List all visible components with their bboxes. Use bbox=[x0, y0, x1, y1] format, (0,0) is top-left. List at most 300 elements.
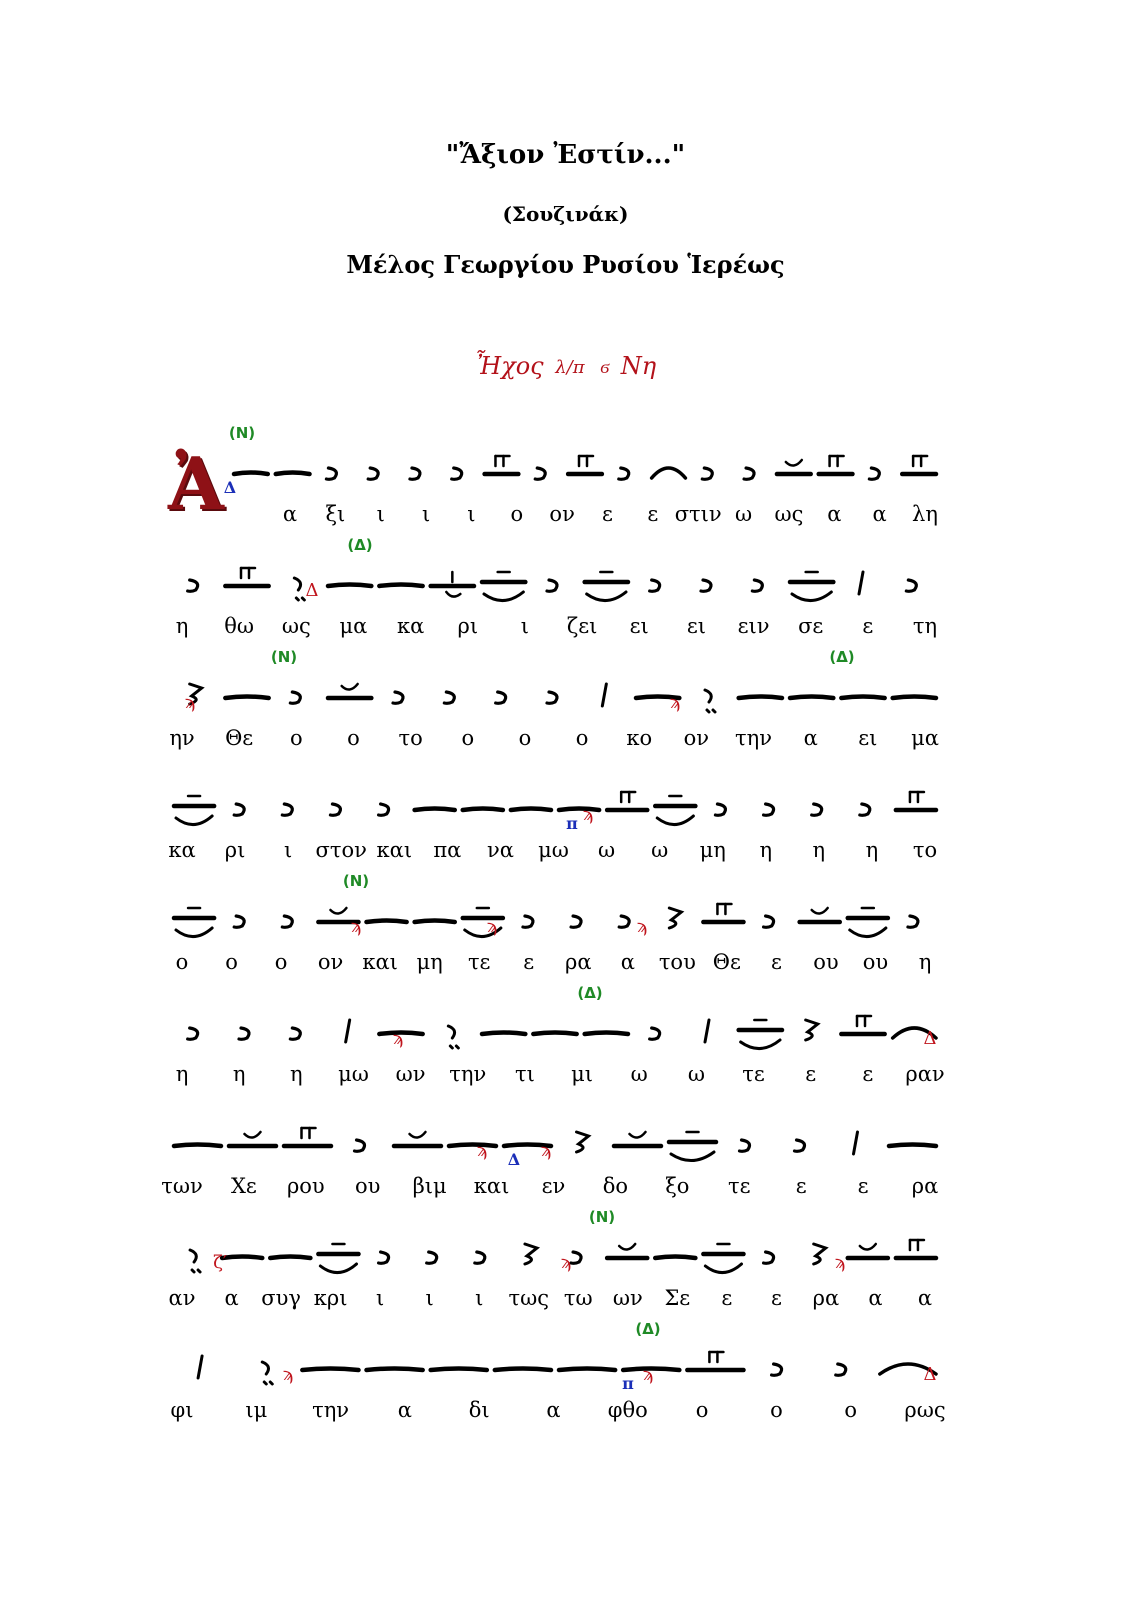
lyric-syllable: ε bbox=[523, 950, 535, 974]
neume-bar bbox=[198, 1356, 202, 1378]
modal-sign: π bbox=[566, 814, 578, 833]
lyric-syllable: ε bbox=[862, 614, 874, 638]
lyric-syllable: ων bbox=[395, 1062, 426, 1086]
neume-line bbox=[170, 552, 940, 622]
lyric-syllable: εν bbox=[541, 1174, 566, 1198]
neume-petaste bbox=[848, 1244, 888, 1258]
neume-apost bbox=[452, 468, 462, 479]
lyric-syllable: ο bbox=[225, 950, 238, 974]
mode-label: Ἦχος bbox=[474, 352, 544, 380]
illuminated-initial: Ἀ bbox=[168, 441, 224, 526]
lyric-syllable: ο bbox=[461, 726, 475, 750]
lyric-syllable: ο bbox=[274, 950, 288, 974]
lyric-syllable: κρι bbox=[313, 1286, 348, 1310]
lyric-syllable: συγ bbox=[261, 1286, 301, 1310]
lyric-syllable: ον bbox=[317, 950, 344, 974]
neume-petaste bbox=[229, 1132, 276, 1146]
lyric-line bbox=[170, 502, 940, 532]
lyric-syllable: ε bbox=[770, 1286, 782, 1310]
lyric-syllable: ρα bbox=[812, 1286, 840, 1310]
neume-combo bbox=[669, 1132, 716, 1161]
lyric-syllable: και bbox=[362, 950, 398, 974]
neume-apost bbox=[764, 804, 774, 815]
fthora-mark: (Δ) bbox=[829, 648, 855, 666]
neume-apost bbox=[619, 468, 629, 479]
lyric-syllable: δο bbox=[602, 1174, 629, 1198]
lyric-syllable: κο bbox=[626, 726, 653, 750]
lyric-syllable: ων bbox=[612, 1286, 643, 1310]
neume-oligon bbox=[284, 1128, 331, 1146]
lyric-syllable: α bbox=[282, 502, 298, 526]
lyric-syllable: την bbox=[449, 1062, 487, 1086]
lyric-syllable: μω bbox=[338, 1062, 369, 1086]
lyric-syllable: βιμ bbox=[412, 1174, 447, 1198]
neume-ison bbox=[431, 1369, 487, 1371]
neume-apost bbox=[239, 1028, 249, 1039]
modal-sign: ϡ bbox=[669, 692, 681, 713]
neume-apost bbox=[752, 580, 762, 591]
neume-ison bbox=[415, 809, 455, 811]
neume-bar bbox=[602, 684, 606, 706]
lyric-syllable: τως bbox=[508, 1286, 549, 1310]
lyric-syllable: ω bbox=[651, 838, 669, 862]
lyric-syllable: ο bbox=[347, 726, 360, 750]
lyric-syllable: ε bbox=[857, 1174, 869, 1198]
lyric-syllable: η bbox=[865, 838, 879, 862]
lyric-syllable: ω bbox=[630, 1062, 648, 1086]
lyric-syllable: ο bbox=[770, 1398, 783, 1422]
lyric-syllable: ου bbox=[355, 1174, 381, 1198]
lyric-line bbox=[170, 726, 940, 756]
lyric-syllable: ειν bbox=[737, 614, 770, 638]
neume-combo bbox=[585, 572, 628, 601]
neume-apost bbox=[702, 468, 712, 479]
lyric-syllable: ρου bbox=[286, 1174, 325, 1198]
neume-line bbox=[170, 440, 940, 510]
lyric-syllable: α bbox=[872, 502, 887, 526]
lyric-syllable: ο bbox=[844, 1398, 858, 1422]
neume-ison bbox=[463, 809, 503, 811]
neume-apost bbox=[619, 916, 629, 927]
modal-sign: ϡ bbox=[636, 916, 648, 937]
lyric-syllable: η bbox=[232, 1062, 246, 1086]
lyric-syllable: ει bbox=[686, 614, 706, 638]
neume-apost bbox=[290, 1028, 300, 1039]
lyric-syllable: ρα bbox=[565, 950, 592, 974]
neume-ison bbox=[739, 697, 782, 699]
lyric-syllable: ι bbox=[425, 1286, 434, 1310]
fthora-mark: (Ν) bbox=[270, 648, 298, 666]
neume-line bbox=[170, 1224, 940, 1294]
lyric-line bbox=[170, 1286, 940, 1316]
fthora-mark: (Ν) bbox=[342, 872, 370, 890]
lyric-line bbox=[170, 1062, 945, 1092]
neume-apost bbox=[906, 580, 916, 591]
neume-ison bbox=[893, 697, 936, 699]
neume-apost bbox=[282, 804, 292, 815]
lyric-syllable: ε bbox=[795, 1174, 807, 1198]
lyric-syllable: ο bbox=[510, 502, 524, 526]
neume-petaste bbox=[394, 1132, 441, 1146]
lyric-syllable: δι bbox=[468, 1398, 490, 1422]
lyric-syllable: ι bbox=[284, 838, 293, 862]
mode-martyria-icon: λ/π bbox=[555, 357, 585, 378]
lyric-syllable: τε bbox=[728, 1174, 751, 1198]
hymn-subtitle: (Σουζινάκ) bbox=[502, 202, 629, 226]
lyric-syllable: α bbox=[224, 1286, 239, 1310]
neume-apost bbox=[523, 916, 533, 927]
fthora-mark: (Δ) bbox=[635, 1320, 661, 1338]
lyric-syllable: σε bbox=[798, 614, 824, 638]
lyric-syllable: Θε bbox=[225, 726, 254, 750]
neume-gorgon bbox=[448, 1026, 458, 1048]
fthora-mark: (Ν) bbox=[588, 1208, 616, 1226]
neume-apost bbox=[188, 580, 198, 591]
modal-sign: ϡ bbox=[350, 916, 362, 937]
neume-apost bbox=[701, 580, 711, 591]
lyric-syllable: τε bbox=[742, 1062, 765, 1086]
lyric-syllable: ζει bbox=[566, 614, 598, 638]
neume-combo bbox=[174, 796, 214, 825]
neume-apost bbox=[282, 916, 292, 927]
neume-klasma bbox=[652, 468, 686, 478]
lyric-syllable: μω bbox=[538, 838, 569, 862]
neume-combo bbox=[655, 796, 695, 825]
neume-oligon bbox=[687, 1352, 743, 1370]
lyric-syllable: μη bbox=[699, 838, 726, 862]
neume-apost bbox=[715, 804, 725, 815]
neume-ison bbox=[511, 809, 551, 811]
neume-ison bbox=[270, 1257, 310, 1259]
hymn-title: "Ἄξιον Ἐστίν..." bbox=[445, 140, 686, 170]
lyric-syllable: ρως bbox=[904, 1398, 946, 1422]
neume-apost bbox=[547, 580, 557, 591]
lyric-line bbox=[170, 838, 940, 868]
neume-ison bbox=[495, 1369, 551, 1371]
neume-apost bbox=[740, 1140, 750, 1151]
lyric-syllable: κα bbox=[396, 614, 425, 638]
neume-oligon bbox=[703, 904, 743, 922]
lyric-syllable: ρι bbox=[224, 838, 246, 862]
neume-ison bbox=[449, 1145, 496, 1147]
neume-apost bbox=[368, 468, 378, 479]
neume-apost bbox=[908, 916, 918, 927]
lyric-syllable: μι bbox=[571, 1062, 594, 1086]
lyric-syllable: αν bbox=[168, 1286, 196, 1310]
neume-ison bbox=[585, 1033, 628, 1035]
lyric-syllable: του bbox=[658, 950, 696, 974]
lyric-syllable: ραν bbox=[905, 1062, 945, 1086]
staff-row bbox=[170, 536, 940, 638]
neume-oligon bbox=[896, 1240, 936, 1258]
neume-oligon bbox=[568, 456, 602, 474]
neume-apost bbox=[764, 916, 774, 927]
neume-apost bbox=[393, 692, 403, 703]
lyric-syllable: ιμ bbox=[245, 1398, 268, 1422]
neume-bar bbox=[859, 572, 863, 594]
lyric-syllable: ον bbox=[683, 726, 710, 750]
neume-ison bbox=[533, 1033, 576, 1035]
neume-apost bbox=[234, 804, 244, 815]
neume-ison bbox=[482, 1033, 525, 1035]
lyric-syllable: και bbox=[376, 838, 413, 862]
neume-ison bbox=[276, 473, 310, 475]
neume-petaste bbox=[607, 1244, 647, 1258]
lyric-syllable: λη bbox=[912, 502, 938, 526]
neume-oligon bbox=[841, 1016, 884, 1034]
neume-apost bbox=[836, 1364, 846, 1375]
neume-apost bbox=[650, 580, 660, 591]
modal-sign: ϡ bbox=[540, 1140, 552, 1161]
lyric-syllable: ε bbox=[721, 1286, 733, 1310]
lyric-syllable: ι bbox=[520, 614, 530, 638]
neume-apost bbox=[326, 468, 336, 479]
neume-oligon bbox=[607, 792, 647, 810]
neume-apost bbox=[860, 804, 870, 815]
neume-ison bbox=[655, 1257, 695, 1259]
neume-ison bbox=[841, 697, 884, 699]
neume-plain bbox=[234, 473, 268, 475]
composer-line: Μέλος Γεωργίου Ρυσίου Ἱερέως bbox=[346, 250, 785, 279]
neume-hook bbox=[814, 1244, 826, 1264]
lyric-line bbox=[170, 1398, 946, 1428]
lyric-syllable: ε bbox=[647, 502, 659, 526]
neume-hook bbox=[806, 1020, 818, 1040]
neume-ison bbox=[174, 1145, 221, 1147]
lyric-syllable: ρι bbox=[457, 614, 479, 638]
lyric-syllable: κα bbox=[168, 838, 196, 862]
lyric-line bbox=[161, 1174, 940, 1204]
lyric-syllable: ω bbox=[687, 1062, 705, 1086]
neume-apost bbox=[410, 468, 420, 479]
lyric-syllable: α bbox=[397, 1398, 412, 1422]
lyric-syllable: ο bbox=[289, 726, 303, 750]
lyric-syllable: ι bbox=[475, 1286, 484, 1310]
modal-sign: Δ bbox=[923, 1028, 937, 1049]
neume-apost bbox=[379, 804, 389, 815]
neume-apost bbox=[444, 692, 454, 703]
neume-bar bbox=[346, 1020, 350, 1042]
neume-cross bbox=[431, 572, 474, 597]
neume-ison bbox=[328, 585, 371, 587]
fthora-mark: (Δ) bbox=[577, 984, 603, 1002]
lyric-syllable: ως bbox=[281, 614, 311, 638]
lyric-syllable: ο bbox=[695, 1398, 709, 1422]
fthora-mark: (Δ) bbox=[347, 536, 373, 554]
lyric-syllable: ην bbox=[169, 726, 195, 750]
staff-row bbox=[168, 776, 940, 862]
lyric-syllable: μη bbox=[416, 950, 443, 974]
staff-row bbox=[161, 1112, 940, 1198]
lyric-syllable: α bbox=[917, 1286, 933, 1310]
neume-gorgon bbox=[262, 1362, 272, 1384]
lyric-syllable: η bbox=[918, 950, 932, 974]
neume-apost bbox=[547, 692, 557, 703]
neume-line bbox=[170, 1112, 940, 1182]
fthora-mark: (Ν) bbox=[228, 424, 256, 442]
lyric-syllable: α bbox=[620, 950, 635, 974]
lyric-syllable: ε bbox=[805, 1062, 817, 1086]
staff-row bbox=[169, 648, 940, 750]
lyric-syllable: α bbox=[803, 726, 818, 750]
modal-sign: ϡ bbox=[582, 804, 594, 825]
lyric-syllable: ει bbox=[629, 614, 649, 638]
lyric-syllable: ι bbox=[376, 1286, 385, 1310]
neume-apost bbox=[772, 1364, 782, 1375]
lyric-syllable: ο bbox=[175, 950, 189, 974]
lyric-syllable: το bbox=[912, 838, 938, 862]
neume-apost bbox=[869, 468, 879, 479]
neume-apost bbox=[812, 804, 822, 815]
neume-combo bbox=[739, 1020, 782, 1049]
modal-sign: Δ bbox=[305, 580, 319, 601]
lyric-syllable: ε bbox=[862, 1062, 874, 1086]
lyric-syllable: α bbox=[546, 1398, 561, 1422]
modal-sign: ϡ bbox=[392, 1028, 404, 1049]
neume-ison bbox=[367, 1369, 423, 1371]
lyric-syllable: ου bbox=[813, 950, 839, 974]
neume-apost bbox=[290, 692, 300, 703]
modal-sign: ϡ bbox=[834, 1252, 846, 1273]
neume-ison bbox=[415, 921, 455, 923]
neume-bar bbox=[705, 1020, 709, 1042]
lyric-syllable: α bbox=[827, 502, 842, 526]
neume-line bbox=[170, 1000, 940, 1070]
neume-bar bbox=[854, 1132, 858, 1154]
lyric-syllable: ως bbox=[774, 502, 804, 526]
neume-apost bbox=[427, 1252, 437, 1263]
neume-oligon bbox=[896, 792, 936, 810]
neume-apost bbox=[330, 804, 340, 815]
lyric-syllable: Χε bbox=[230, 1174, 257, 1198]
lyric-syllable: και bbox=[473, 1174, 510, 1198]
neume-petaste bbox=[800, 908, 840, 922]
lyric-syllable: την bbox=[312, 1398, 350, 1422]
lyric-syllable: το bbox=[398, 726, 423, 750]
neume-gorgon bbox=[190, 1250, 200, 1272]
staff-row bbox=[170, 872, 940, 974]
lyric-syllable: η bbox=[175, 1062, 189, 1086]
modal-sign: ϡ bbox=[642, 1364, 654, 1385]
lyric-syllable: ο bbox=[575, 726, 589, 750]
lyric-syllable: η bbox=[759, 838, 773, 862]
lyric-syllable: ξι bbox=[325, 502, 346, 526]
lyric-syllable: Θε bbox=[712, 950, 741, 974]
staff-row bbox=[170, 424, 940, 526]
modal-sign: ϡ bbox=[184, 692, 196, 713]
neume-apost bbox=[379, 1252, 389, 1263]
lyric-syllable: ε bbox=[602, 502, 613, 526]
lyric-syllable: την bbox=[735, 726, 773, 750]
modal-sign: ϡ bbox=[476, 1140, 488, 1161]
lyric-syllable: ον bbox=[549, 502, 575, 526]
neume-apost bbox=[795, 1140, 805, 1151]
neume-apost bbox=[535, 468, 545, 479]
lyric-syllable: ω bbox=[598, 838, 616, 862]
lyric-syllable: ρα bbox=[911, 1174, 939, 1198]
neume-oligon bbox=[819, 456, 853, 474]
neume-apost bbox=[496, 692, 506, 703]
neume-ison bbox=[379, 585, 422, 587]
neume-apost bbox=[355, 1140, 365, 1151]
staff-row bbox=[170, 1320, 946, 1422]
neume-combo bbox=[318, 1244, 358, 1273]
lyric-syllable: ο bbox=[518, 726, 532, 750]
lyric-syllable: τη bbox=[912, 614, 938, 638]
lyric-syllable: ει bbox=[858, 726, 878, 750]
lyric-line bbox=[170, 614, 940, 644]
neume-apost bbox=[571, 916, 581, 927]
neume-hook bbox=[577, 1132, 589, 1152]
neume-ison bbox=[790, 697, 833, 699]
modal-sign: π bbox=[622, 1374, 634, 1393]
neume-apost bbox=[188, 1028, 198, 1039]
neume-apost bbox=[475, 1252, 485, 1263]
neume-gorgon bbox=[705, 690, 715, 712]
lyric-syllable: στον bbox=[315, 838, 367, 862]
neume-line bbox=[170, 888, 940, 958]
neume-petaste bbox=[328, 684, 371, 698]
lyric-syllable: ξο bbox=[665, 1174, 690, 1198]
lyric-syllable: τω bbox=[563, 1286, 593, 1310]
neume-ison bbox=[222, 1257, 262, 1259]
lyric-syllable: στιν bbox=[674, 502, 722, 526]
neume-combo bbox=[790, 572, 833, 601]
lyric-syllable: α bbox=[868, 1286, 883, 1310]
mode-indicator bbox=[0, 352, 1131, 380]
lyric-syllable: των bbox=[161, 1174, 203, 1198]
neume-ison bbox=[367, 921, 407, 923]
neume-oligon bbox=[902, 456, 936, 474]
lyric-line bbox=[170, 950, 940, 980]
neume-combo bbox=[848, 908, 888, 937]
neume-gorgon bbox=[294, 578, 304, 600]
lyric-syllable: η bbox=[175, 614, 189, 638]
lyric-syllable: η bbox=[290, 1062, 303, 1086]
lyric-syllable: ου bbox=[862, 950, 889, 974]
neume-combo bbox=[703, 1244, 743, 1273]
neume-ison bbox=[889, 1145, 936, 1147]
staff-row bbox=[170, 984, 945, 1086]
lyric-syllable: τε bbox=[467, 950, 491, 974]
neume-combo bbox=[482, 572, 525, 601]
neume-hook bbox=[525, 1244, 537, 1264]
neume-line bbox=[170, 664, 940, 734]
neume-oligon bbox=[225, 568, 268, 586]
neume-apost bbox=[571, 1252, 581, 1263]
modal-sign: ϡ bbox=[486, 916, 498, 937]
mode-sign-icon: ϭ bbox=[600, 357, 610, 378]
modal-sign: ϡ bbox=[282, 1364, 294, 1385]
modal-sign: ζ′ bbox=[213, 1252, 227, 1273]
lyric-syllable: Σε bbox=[664, 1286, 691, 1310]
neume-apost bbox=[650, 1028, 660, 1039]
lyric-syllable: ε bbox=[770, 950, 782, 974]
lyric-syllable: ω bbox=[735, 502, 753, 526]
lyric-syllable: μα bbox=[339, 614, 368, 638]
modal-sign: Δ bbox=[923, 1364, 937, 1385]
neume-hook bbox=[669, 908, 681, 928]
lyric-syllable: πα bbox=[433, 838, 462, 862]
lyric-syllable: ι bbox=[376, 502, 385, 526]
neume-line bbox=[170, 776, 940, 846]
neume-petaste bbox=[777, 460, 811, 474]
lyric-syllable: να bbox=[486, 838, 514, 862]
lyric-syllable: φθο bbox=[607, 1398, 648, 1422]
modal-sign: Δ bbox=[223, 478, 237, 497]
lyric-syllable: ι bbox=[467, 502, 476, 526]
neume-apost bbox=[234, 916, 244, 927]
